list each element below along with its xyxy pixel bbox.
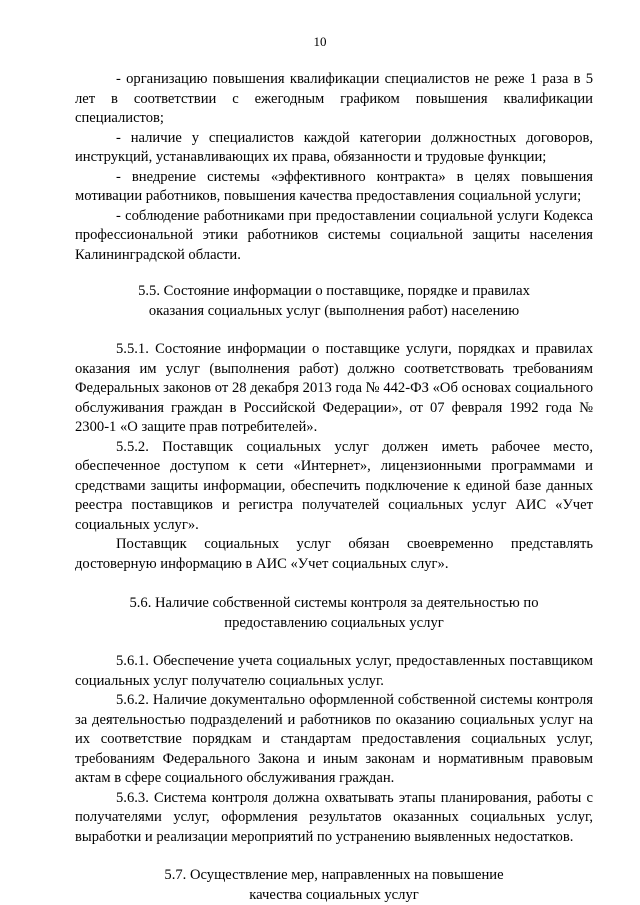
paragraph-5-5-2: 5.5.2. Поставщик социальных услуг должен иметь рабочее место, обеспеченное доступом к сети «Интернет», лицензионными программами и средствами защиты информации, обеспечить подключение к единой базе данных реестра поставщиков и регистра получателей социальных услуг АИС «Учет социальных услуг». [75, 438, 593, 533]
paragraph-5-6-2: 5.6.2. Наличие документально оформленной собственной системы контроля за деятельностью подразделений и работников по оказанию социальных услуг на их соответствие порядкам и стандартам предоставления социальных услуг, требованиям Федерального Закона и иным законам и нормативным правовым актам в сфере социального обслуживания граждан. [75, 692, 593, 786]
document-body [75, 70, 593, 905]
heading-line: качества социальных услуг [249, 886, 419, 903]
paragraph-5-5-2-cont: Поставщик социальных услуг обязан своевременно представлять достоверную информацию в АИС «Учет социальных слуг». [75, 536, 593, 572]
heading-line: 5.5. Состояние информации о поставщике, порядке и правилах [138, 283, 530, 299]
section-heading-5-6 [75, 594, 593, 633]
bullet-item: - организацию повышения квалификации специалистов не реже 1 раза в 5 лет в соответствии с ежегодным графиком повышения квалификации специалистов; [75, 71, 593, 126]
heading-line: 5.7. Осуществление мер, направленных на повышение [164, 867, 504, 883]
bullet-item: - наличие у специалистов каждой категории должностных договоров, инструкций, устанавливающих их права, обязанности и трудовые функции; [75, 129, 593, 165]
bullet-item: - соблюдение работниками при предоставлении социальной услуги Кодекса профессиональной этики работников системы социальной защиты населения Калининградской области. [75, 207, 593, 263]
section-heading-5-7 [75, 866, 593, 905]
section-heading-5-5 [75, 282, 593, 321]
paragraph-5-5-1: 5.5.1. Состояние информации о поставщике услуги, порядках и правилах оказания им услуг (выполнения работ) должно соответствовать требованиям Федеральных законов от 28 декабря 2013 года № 442-ФЗ «Об основах социального обслуживания граждан в Российской Федерации», от 07 февраля 1992 года № 2300-1 «О защите прав потребителей». [75, 341, 593, 435]
paragraph-5-6-1: 5.6.1. Обеспечение учета социальных услуг, предоставленных поставщиком социальных услуг получателю социальных услуг. [75, 653, 593, 689]
page-number: 10 [313, 34, 327, 49]
paragraph-5-6-3: 5.6.3. Система контроля должна охватывать этапы планирования, работы с получателями услуг, оформления результатов оказанных социальных услуг, выработки и реализации мероприятий по устранению выявленных недостатков. [75, 789, 593, 845]
heading-line: предоставлению социальных услуг [224, 614, 444, 631]
heading-line: 5.6. Наличие собственной системы контроля за деятельностью по [129, 595, 539, 611]
heading-line: оказания социальных услуг (выполнения работ) населению [148, 302, 520, 319]
bullet-item: - внедрение системы «эффективного контракта» в целях повышения мотивации работников, повышения качества предоставления социальной услуги; [75, 168, 593, 204]
